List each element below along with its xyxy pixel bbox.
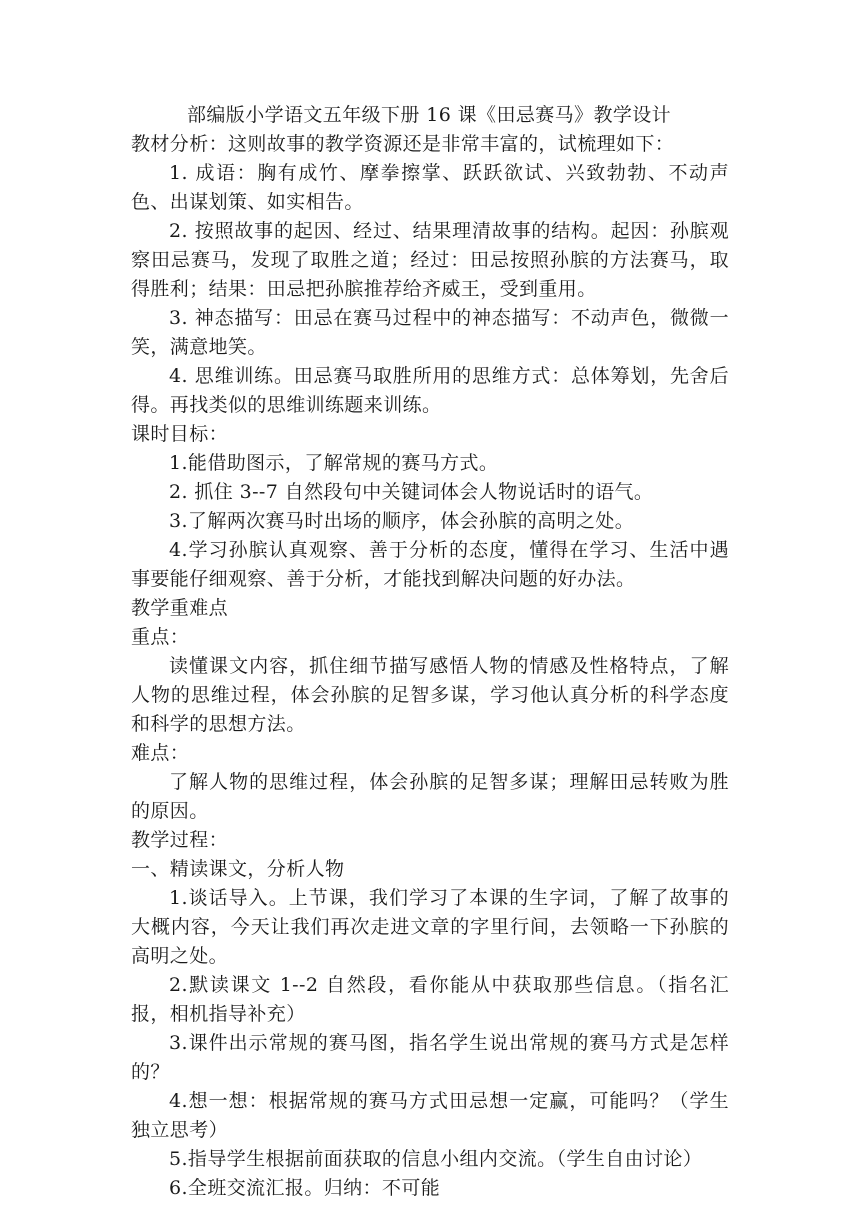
difficulty-heading: 难点： <box>131 742 190 764</box>
analysis-item-3: 3. 神态描写：田忌在赛马过程中的神态描写：不动声色，微微一笑，满意地笑。 <box>131 307 729 358</box>
step-item-1: 1.谈话导入。上节课，我们学习了本课的生字词，了解了故事的大概内容，今天让我们再次走进文章的字里行间，去领略一下孙膑的高明之处。 <box>131 887 729 967</box>
goals-heading: 课时目标： <box>131 423 229 445</box>
key-points-heading: 教学重难点 <box>131 597 229 619</box>
step-item-3: 3.课件出示常规的赛马图，指名学生说出常规的赛马方式是怎样的？ <box>131 1032 729 1083</box>
goal-item-2: 2. 抓住 3--7 自然段句中关键词体会人物说话时的语气。 <box>169 481 654 503</box>
step-item-5: 5.指导学生根据前面获取的信息小组内交流。（学生自由讨论） <box>169 1148 703 1170</box>
analysis-item-1: 1. 成语：胸有成竹、摩拳擦掌、跃跃欲试、兴致勃勃、不动声色、出谋划策、如实相告。 <box>131 162 729 213</box>
analysis-heading: 教材分析：这则故事的教学资源还是非常丰富的，试梳理如下： <box>131 133 675 155</box>
goal-item-3: 3.了解两次赛马时出场的顺序，体会孙膑的高明之处。 <box>169 510 635 532</box>
goal-item-4: 4.学习孙膑认真观察、善于分析的态度，懂得在学习、生活中遇事要能仔细观察、善于分析，才能找到解决问题的好办法。 <box>131 539 729 590</box>
process-heading: 教学过程： <box>131 829 229 851</box>
focus-heading: 重点： <box>131 626 190 648</box>
section-one-heading: 一、精读课文，分析人物 <box>131 858 345 880</box>
document-body <box>131 101 729 1203</box>
goal-item-1: 1.能借助图示，了解常规的赛马方式。 <box>169 452 499 474</box>
step-item-4: 4.想一想：根据常规的赛马方式田忌想一定赢，可能吗？（学生独立思考） <box>131 1090 729 1141</box>
step-item-2: 2.默读课文 1--2 自然段，看你能从中获取那些信息。（指名汇报，相机指导补充） <box>131 974 729 1025</box>
document-title: 部编版小学语文五年级下册 16 课《田忌赛马》教学设计 <box>187 104 672 126</box>
analysis-item-2: 2. 按照故事的起因、经过、结果理清故事的结构。起因：孙膑观察田忌赛马，发现了取胜之道；经过：田忌按照孙膑的方法赛马，取得胜利；结果：田忌把孙膑推荐给齐威王，受到重用。 <box>131 220 729 300</box>
focus-text: 读懂课文内容，抓住细节描写感悟人物的情感及性格特点，了解人物的思维过程，体会孙膑的足智多谋，学习他认真分析的科学态度和科学的思想方法。 <box>131 655 729 735</box>
step-item-6: 6.全班交流汇报。归纳：不可能 <box>169 1177 441 1199</box>
analysis-item-4: 4. 思维训练。田忌赛马取胜所用的思维方式：总体筹划，先舍后得。再找类似的思维训练题来训练。 <box>131 365 729 416</box>
difficulty-text: 了解人物的思维过程，体会孙膑的足智多谋；理解田忌转败为胜的原因。 <box>131 771 729 822</box>
